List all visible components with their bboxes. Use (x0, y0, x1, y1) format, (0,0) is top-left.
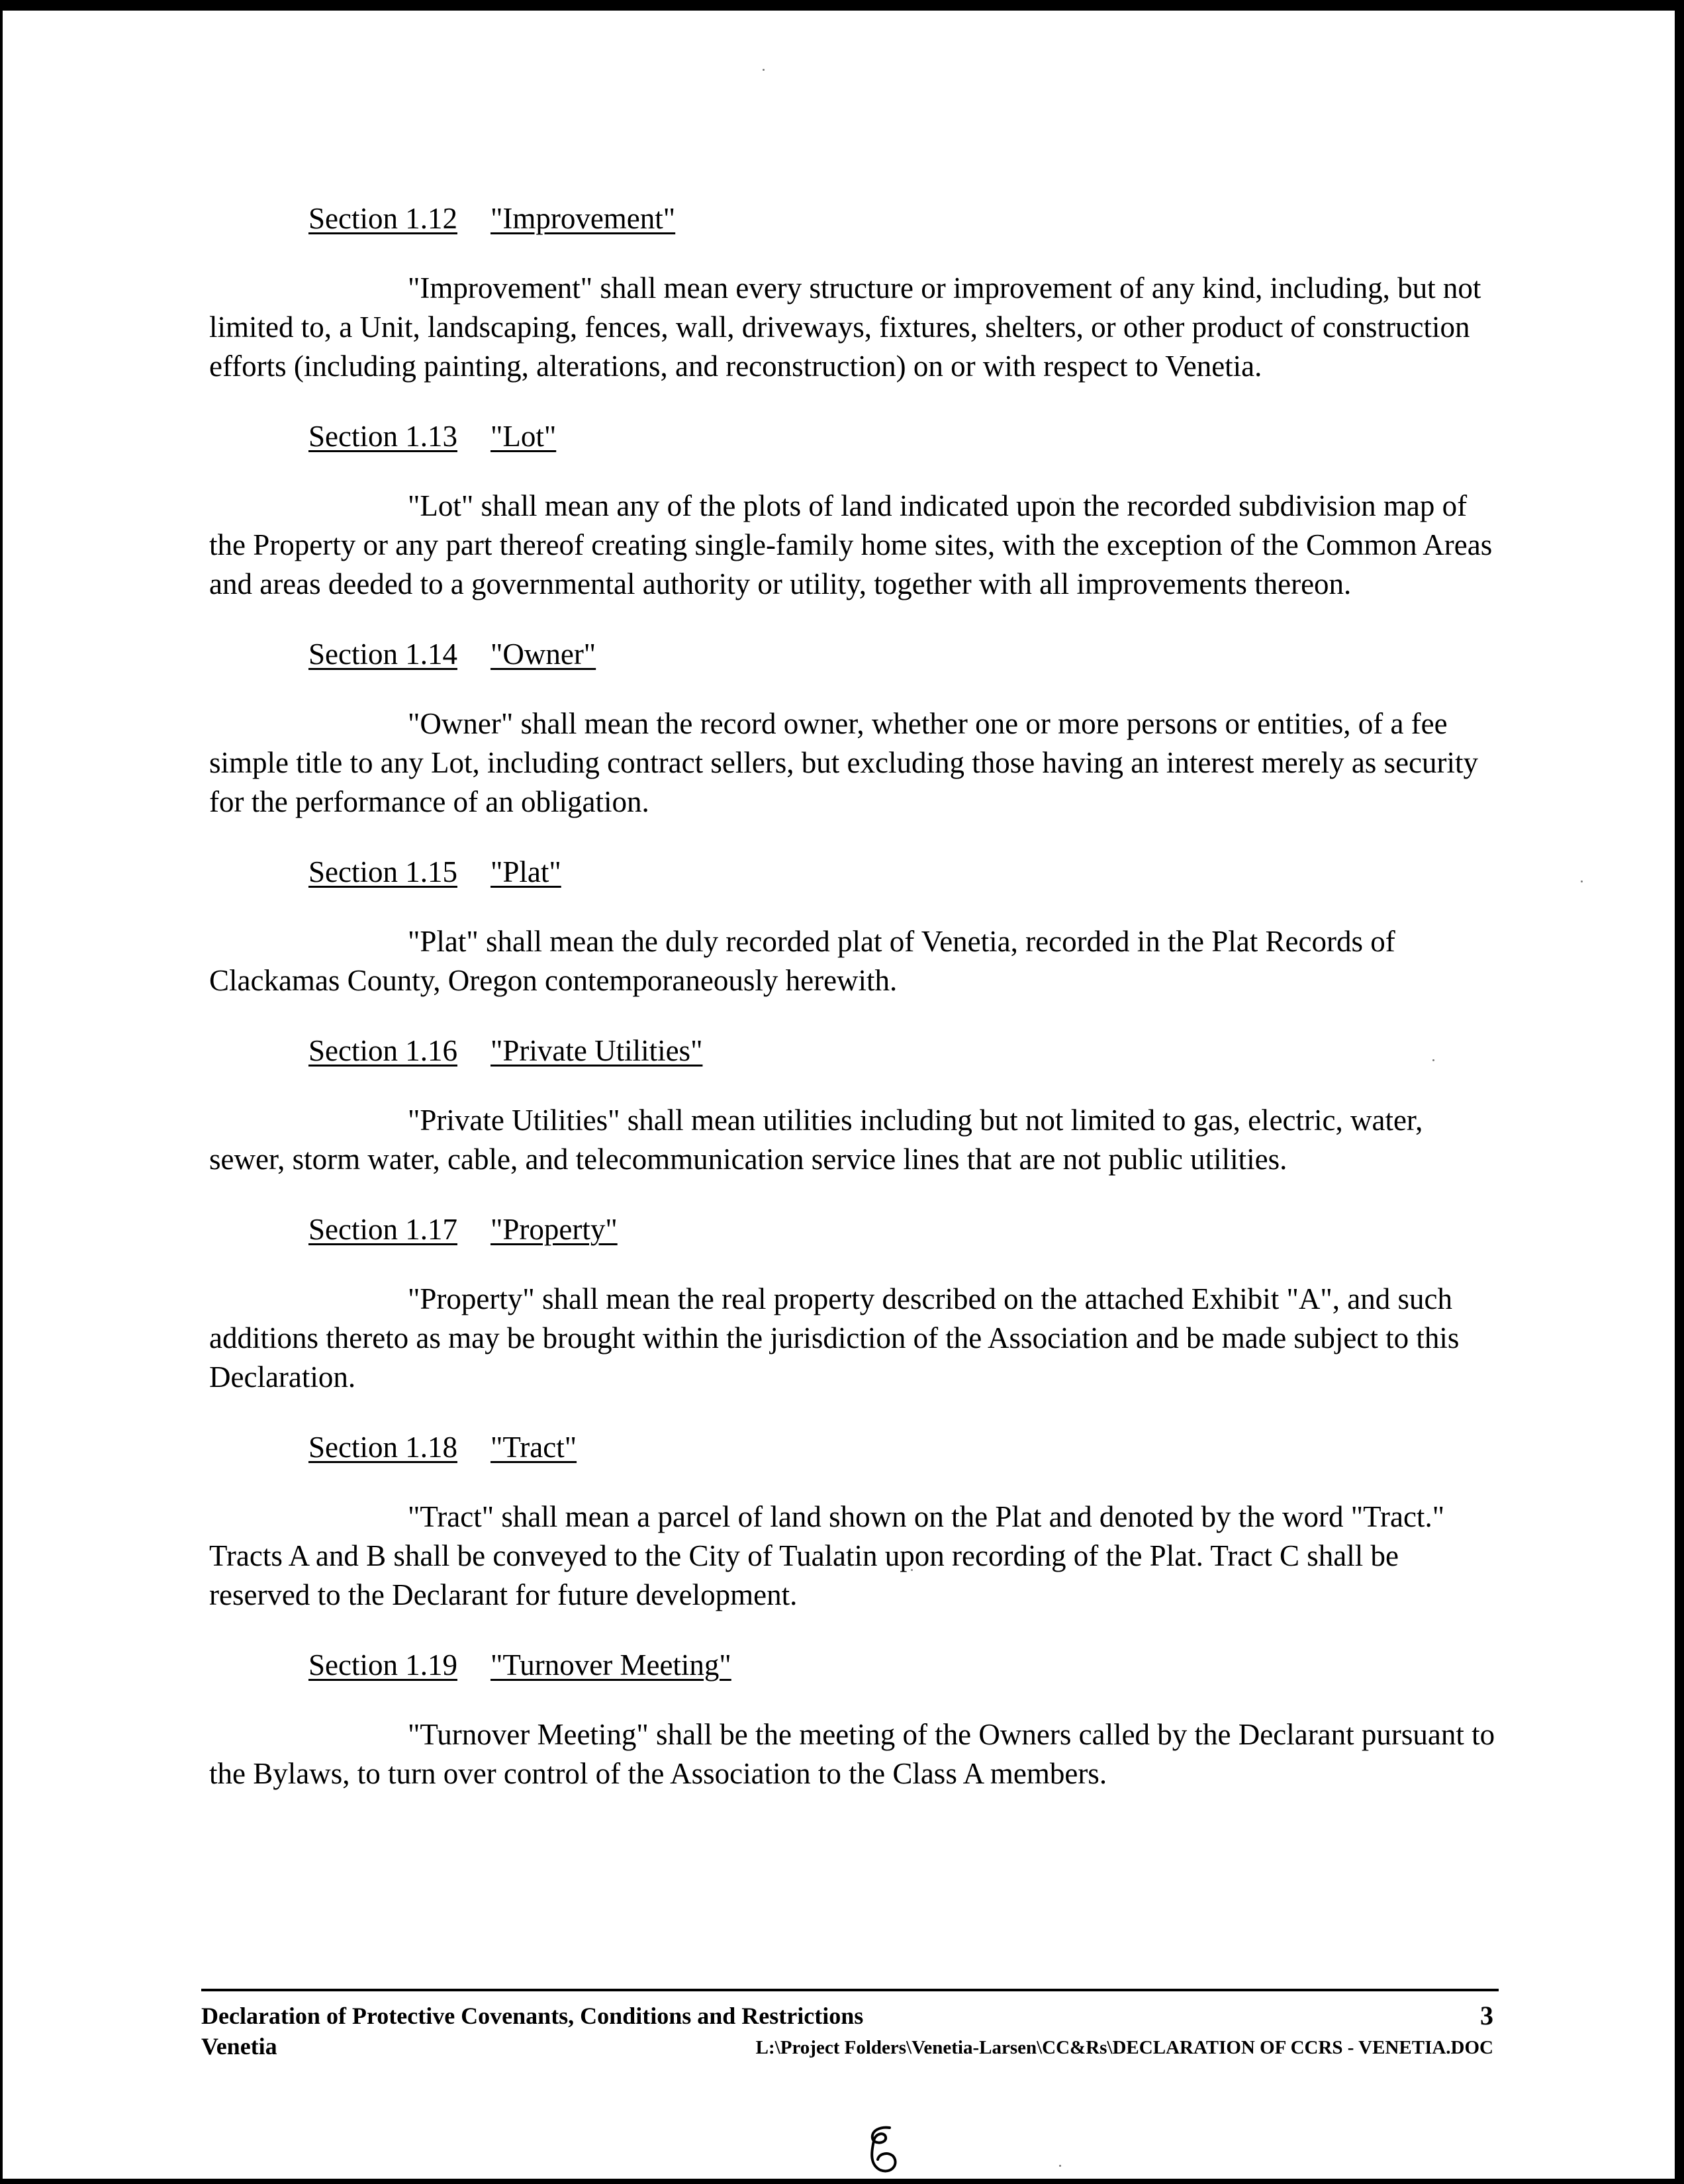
section-heading (308, 634, 1500, 674)
section-1-16 (209, 1031, 1500, 1179)
section-title: "Private Utilities" (490, 1034, 703, 1067)
section-number: Section 1.18 (308, 1431, 457, 1464)
page-number: 3 (1480, 2001, 1493, 2030)
document-body (209, 199, 1500, 1824)
scan-top-border (0, 0, 1684, 11)
section-number: Section 1.14 (308, 638, 457, 671)
section-1-13 (209, 416, 1500, 604)
section-heading (308, 416, 1500, 456)
section-body: "Private Utilities" shall mean utilities including but not limited to gas, electric, water, sewer, storm water, cable, and telecommunication service lines that are not public utilities. (209, 1104, 1423, 1176)
section-number: Section 1.12 (308, 202, 457, 235)
section-heading (308, 1427, 1500, 1467)
section-title: "Lot" (490, 420, 557, 453)
scan-speck (763, 69, 765, 71)
section-number: Section 1.16 (308, 1034, 457, 1067)
section-heading (308, 852, 1500, 892)
section-body: "Owner" shall mean the record owner, whether one or more persons or entities, of a fee simple title to any Lot, including contract sellers, but excluding those having an interest merely as security for the performance of an obligation. (209, 707, 1479, 818)
section-body: "Property" shall mean the real property described on the attached Exhibit "A", and such additions thereto as may be brought within the jurisdiction of the Association and be made subject to this Declaration. (209, 1282, 1460, 1394)
scan-bottom-border (0, 2179, 1684, 2184)
section-body: "Tract" shall mean a parcel of land shown on the Plat and denoted by the word "Tract." Tracts A and B shall be conveyed to the City of Tualatin upon recording of the Plat. Tract C shall be reserved to the Declarant for future development. (209, 1500, 1445, 1611)
footer-row (201, 2031, 1499, 2062)
section-heading (308, 1031, 1500, 1070)
section-1-14 (209, 634, 1500, 822)
section-number: Section 1.19 (308, 1648, 457, 1682)
section-title: "Owner" (490, 638, 596, 671)
scan-right-border (1675, 0, 1684, 2184)
footer-file-path: L:\Project Folders\Venetia-Larsen\CC&Rs\DECLARATION OF CCRS - VENETIA.DOC (755, 2037, 1493, 2058)
section-title: "Turnover Meeting" (490, 1648, 731, 1682)
section-1-17 (209, 1210, 1500, 1397)
section-heading (308, 1645, 1500, 1685)
section-1-18 (209, 1427, 1500, 1615)
section-title: "Improvement" (490, 202, 676, 235)
section-heading (308, 199, 1500, 238)
section-1-19 (209, 1645, 1500, 1793)
section-title: "Plat" (490, 855, 561, 888)
footer-project-name: Venetia (201, 2033, 277, 2060)
scan-speck (1581, 880, 1583, 882)
section-1-15 (209, 852, 1500, 1000)
section-number: Section 1.17 (308, 1213, 457, 1246)
scan-speck (1059, 2165, 1061, 2167)
section-1-12 (209, 199, 1500, 386)
footer-row (201, 2001, 1499, 2031)
section-body: "Improvement" shall mean every structure or improvement of any kind, including, but not limited to, a Unit, landscaping, fences, wall, driveways, fixtures, shelters, or other product of construction efforts (including painting, alterations, and reconstruction) on or with respect to Venetia. (209, 271, 1481, 383)
section-heading (308, 1210, 1500, 1249)
section-body: "Lot" shall mean any of the plots of land indicated upon the recorded subdivision map of the Property or any part thereof creating single-family home sites, with the exception of the Common Areas and areas deeded to a governmental authority or utility, together with all improvements thereon. (209, 489, 1493, 600)
footer-document-title: Declaration of Protective Covenants, Conditions and Restrictions (201, 2003, 864, 2029)
page-footer (201, 1989, 1499, 2062)
section-number: Section 1.13 (308, 420, 457, 453)
section-number: Section 1.15 (308, 855, 457, 888)
section-body: "Turnover Meeting" shall be the meeting of the Owners called by the Declarant pursuant to the Bylaws, to turn over control of the Association to the Class A members. (209, 1718, 1495, 1790)
section-body: "Plat" shall mean the duly recorded plat of Venetia, recorded in the Plat Records of Clackamas County, Oregon contemporaneously herewith. (209, 925, 1395, 997)
handwritten-mark-icon (861, 2124, 907, 2177)
section-title: "Property" (490, 1213, 618, 1246)
scan-left-border (0, 0, 3, 2184)
section-title: "Tract" (490, 1431, 577, 1464)
